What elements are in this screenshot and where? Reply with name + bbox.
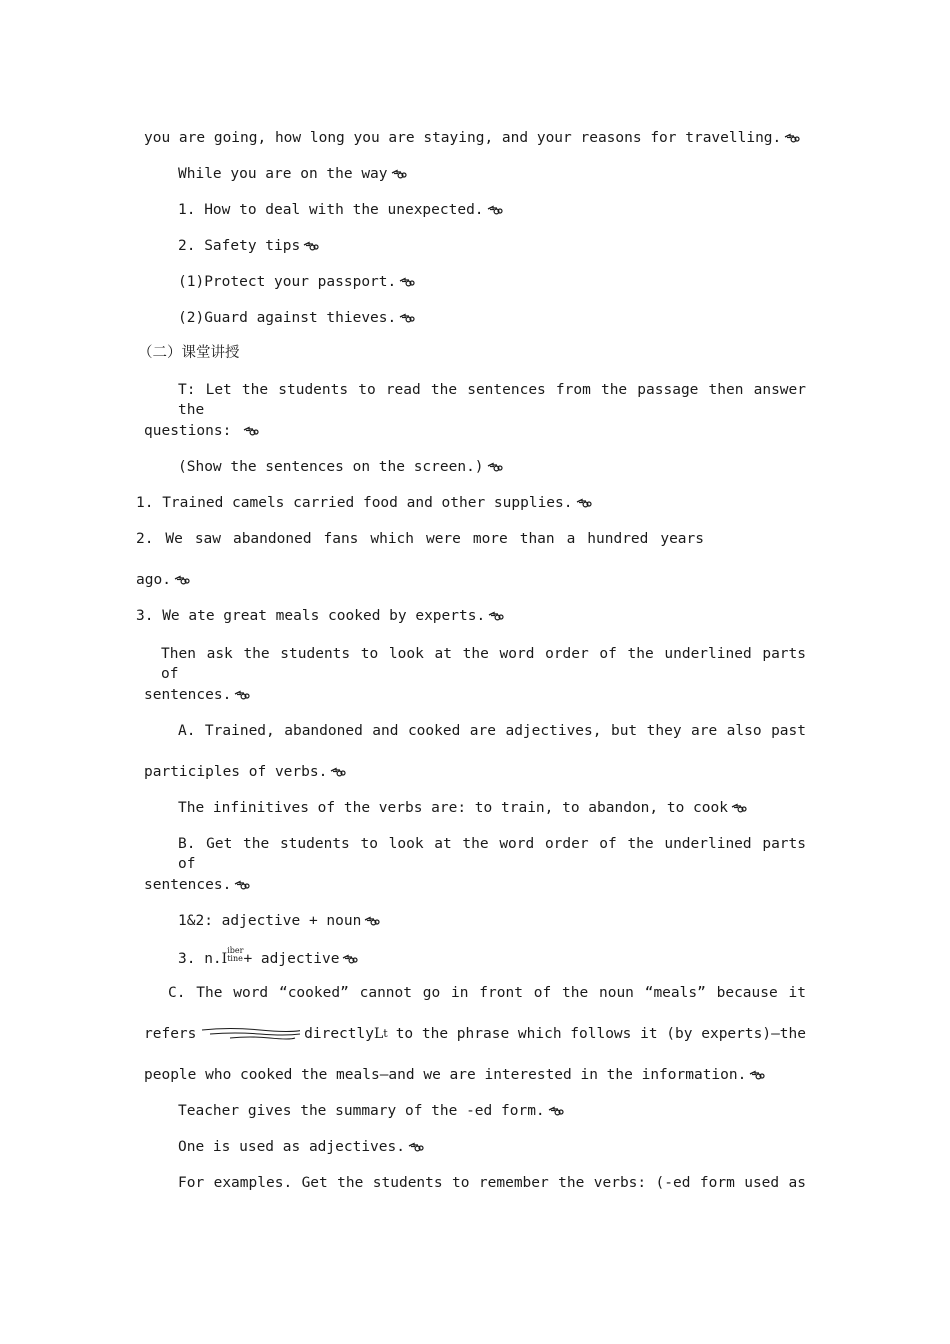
line-text: A. Trained, abandoned and cooked are adjectives, but they are also past: [178, 723, 806, 739]
text-line: [178, 721, 806, 741]
line-text: directly: [304, 1026, 374, 1042]
line-text: 2. Safety tips: [178, 238, 301, 254]
line-text: (Show the sentences on the screen.): [178, 459, 484, 475]
text-line: [178, 834, 806, 874]
return-arrow-icon: [391, 169, 407, 179]
return-arrow-icon: [749, 1070, 765, 1080]
return-arrow-icon: [234, 690, 250, 700]
line-text: to the phrase which follows it (by experts)—the: [395, 1026, 806, 1042]
line-text: + adjective: [243, 951, 340, 967]
text-line: [136, 529, 704, 549]
return-arrow-icon: [408, 1142, 424, 1152]
return-arrow-icon: [576, 498, 592, 508]
text-line: [178, 200, 503, 220]
line-text: C. The word “cooked” cannot go in front of the noun “meals” because it: [168, 985, 806, 1001]
line-text: Teacher gives the summary of the -ed form.: [178, 1103, 545, 1119]
section-heading: [138, 343, 240, 363]
stray-glyph: I: [221, 951, 228, 967]
text-line: [144, 128, 800, 148]
line-text: ago.: [136, 572, 171, 588]
stray-glyph: L: [373, 1026, 384, 1042]
line-text: B. Get the students to look at the word order of the underlined parts of: [178, 836, 806, 872]
line-text: T: Let the students to read the sentences from the passage then answer the: [178, 382, 806, 418]
return-arrow-icon: [243, 426, 259, 436]
text-line: [178, 947, 358, 969]
return-arrow-icon: [487, 205, 503, 215]
text-line: [136, 606, 504, 626]
text-line: [178, 457, 503, 477]
text-line: [178, 1101, 564, 1121]
text-line: [178, 164, 407, 184]
line-text: 3. n.: [178, 951, 222, 967]
text-line: [178, 272, 415, 292]
return-arrow-icon: [364, 916, 380, 926]
return-arrow-icon: [399, 277, 415, 287]
line-text: For examples. Get the students to remember the verbs: (-ed form used as: [178, 1175, 806, 1191]
text-line: [178, 380, 806, 420]
text-line: [144, 421, 259, 441]
text-line: [178, 236, 319, 256]
line-text: (2)Guard against thieves.: [178, 310, 397, 326]
line-text: One is used as adjectives.: [178, 1139, 405, 1155]
return-arrow-icon: [330, 767, 346, 777]
return-arrow-icon: [342, 954, 358, 964]
line-text: The infinitives of the verbs are: to train, to abandon, to cook: [178, 800, 728, 816]
return-arrow-icon: [399, 313, 415, 323]
stray-glyph: t: [383, 1027, 388, 1040]
line-text: (1)Protect your passport.: [178, 274, 397, 290]
line-text: 2. We saw abandoned fans which were more than a hundred years: [136, 531, 704, 547]
return-arrow-icon: [784, 133, 800, 143]
return-arrow-icon: [731, 803, 747, 813]
line-text: 3. We ate great meals cooked by experts.: [136, 608, 486, 624]
text-line: [178, 798, 747, 818]
line-text: people who cooked the meals—and we are interested in the information.: [144, 1067, 747, 1083]
text-line: [178, 1137, 424, 1157]
return-arrow-icon: [488, 611, 504, 621]
line-text: 1&2: adjective + noun: [178, 913, 362, 929]
text-line: [178, 911, 380, 931]
superscript-top: iber: [227, 946, 244, 955]
return-arrow-icon: [234, 880, 250, 890]
superscript-bottom: tine: [227, 954, 243, 963]
wavy-underline-mark: [200, 1026, 300, 1042]
text-line: [178, 308, 415, 328]
line-text: sentences.: [144, 877, 232, 893]
line-text: 1. Trained camels carried food and other supplies.: [136, 495, 573, 511]
return-arrow-icon: [487, 462, 503, 472]
line-text: 1. How to deal with the unexpected.: [178, 202, 484, 218]
text-line: [136, 570, 190, 590]
line-text: questions:: [144, 423, 232, 439]
return-arrow-icon: [303, 241, 319, 251]
return-arrow-icon: [548, 1106, 564, 1116]
text-line: [136, 493, 592, 513]
text-line: [144, 762, 346, 782]
text-line: [178, 1173, 806, 1193]
text-line: [161, 644, 806, 684]
line-text: refers: [144, 1026, 197, 1042]
text-line: [144, 875, 250, 895]
line-text: participles of verbs.: [144, 764, 328, 780]
heading-text: （二）课堂讲授: [138, 345, 240, 361]
text-line: [144, 1065, 765, 1085]
return-arrow-icon: [174, 575, 190, 585]
line-text: While you are on the way: [178, 166, 388, 182]
text-line: [144, 1024, 806, 1044]
line-text: you are going, how long you are staying, and your reasons for travelling.: [144, 130, 782, 146]
stacked-superscript: [227, 947, 243, 963]
line-text: sentences.: [144, 687, 232, 703]
text-line: [144, 685, 250, 705]
line-text: Then ask the students to look at the word order of the underlined parts of: [161, 646, 806, 682]
text-line: [168, 983, 806, 1003]
